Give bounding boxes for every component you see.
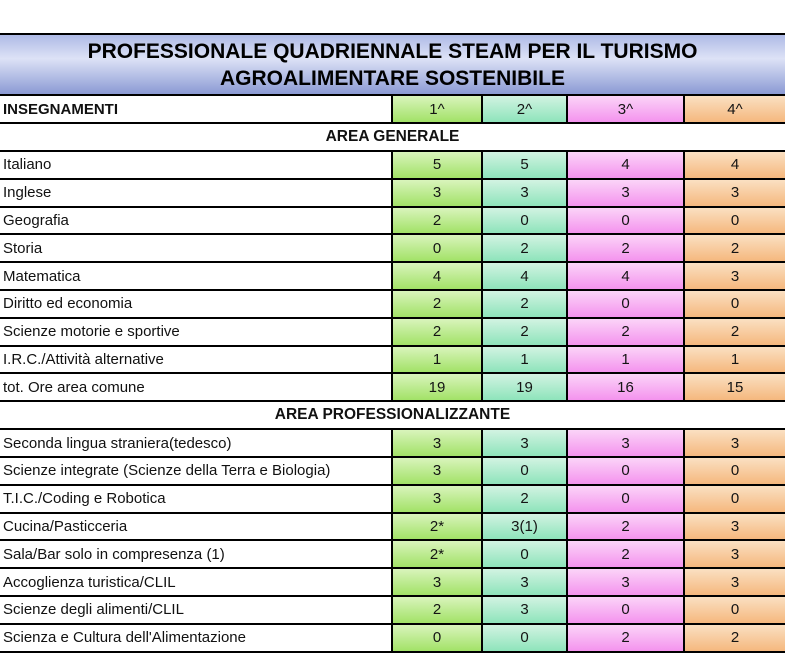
cell-year2: 2 — [483, 486, 568, 512]
cell-year3: 3 — [568, 430, 685, 456]
table-row — [0, 374, 785, 402]
page-title-line2: AGROALIMENTARE SOSTENIBILE — [220, 67, 565, 90]
cell-year3: 2 — [568, 625, 685, 651]
cell-year4: 3 — [685, 180, 785, 206]
cell-year3: 2 — [568, 319, 685, 345]
header-year2: 2^ — [483, 96, 568, 122]
cell-year4: 0 — [685, 458, 785, 484]
row-label: Scienza e Cultura dell'Alimentazione — [0, 625, 393, 651]
cell-year3: 4 — [568, 152, 685, 178]
table-row — [0, 569, 785, 597]
cell-year2: 2 — [483, 319, 568, 345]
table-row — [0, 514, 785, 542]
cell-year3: 16 — [568, 374, 685, 400]
cell-year2: 3 — [483, 430, 568, 456]
cell-year4: 3 — [685, 569, 785, 595]
section-title: AREA GENERALE — [0, 124, 785, 150]
cell-year2: 2 — [483, 235, 568, 261]
cell-year1: 3 — [393, 486, 483, 512]
cell-year2: 2 — [483, 291, 568, 317]
cell-year1: 2 — [393, 597, 483, 623]
table-row — [0, 347, 785, 375]
row-label: Sala/Bar solo in compresenza (1) — [0, 541, 393, 567]
row-label: Matematica — [0, 263, 393, 289]
row-label: Cucina/Pasticceria — [0, 514, 393, 540]
cell-year2: 0 — [483, 541, 568, 567]
cell-year2: 19 — [483, 374, 568, 400]
cell-year1: 1 — [393, 347, 483, 373]
page-title-line1: PROFESSIONALE QUADRIENNALE STEAM PER IL TURISMO — [87, 40, 698, 63]
cell-year2: 4 — [483, 263, 568, 289]
cell-year4: 0 — [685, 486, 785, 512]
table-row — [0, 235, 785, 263]
cell-year4: 3 — [685, 263, 785, 289]
cell-year4: 2 — [685, 235, 785, 261]
cell-year3: 3 — [568, 569, 685, 595]
cell-year4: 0 — [685, 291, 785, 317]
cell-year4: 2 — [685, 625, 785, 651]
header-insegnamenti: INSEGNAMENTI — [0, 96, 393, 122]
cell-year1: 5 — [393, 152, 483, 178]
table-row — [0, 263, 785, 291]
cell-year2: 3 — [483, 180, 568, 206]
cell-year2: 1 — [483, 347, 568, 373]
table-row — [0, 319, 785, 347]
cell-year1: 2* — [393, 541, 483, 567]
cell-year1: 2 — [393, 208, 483, 234]
header-year3: 3^ — [568, 96, 685, 122]
cell-year3: 3 — [568, 180, 685, 206]
row-label: Italiano — [0, 152, 393, 178]
cell-year1: 3 — [393, 430, 483, 456]
table-row — [0, 430, 785, 458]
table-row — [0, 180, 785, 208]
curriculum-table — [0, 33, 785, 653]
table-row — [0, 625, 785, 653]
header-year4: 4^ — [685, 96, 785, 122]
cell-year1: 2* — [393, 514, 483, 540]
table-row — [0, 597, 785, 625]
row-label: Seconda lingua straniera(tedesco) — [0, 430, 393, 456]
cell-year2: 0 — [483, 208, 568, 234]
row-label: Accoglienza turistica/CLIL — [0, 569, 393, 595]
table-row — [0, 458, 785, 486]
table-row — [0, 152, 785, 180]
cell-year4: 15 — [685, 374, 785, 400]
cell-year1: 2 — [393, 319, 483, 345]
cell-year1: 3 — [393, 458, 483, 484]
title-band — [0, 33, 785, 96]
cell-year2: 0 — [483, 625, 568, 651]
cell-year4: 2 — [685, 319, 785, 345]
cell-year3: 0 — [568, 291, 685, 317]
table-row — [0, 208, 785, 236]
row-label: Scienze degli alimenti/CLIL — [0, 597, 393, 623]
table-row — [0, 541, 785, 569]
cell-year1: 4 — [393, 263, 483, 289]
row-label: tot. Ore area comune — [0, 374, 393, 400]
cell-year4: 3 — [685, 430, 785, 456]
section-header-area-professionalizzante — [0, 402, 785, 430]
cell-year1: 3 — [393, 569, 483, 595]
section-title: AREA PROFESSIONALIZZANTE — [0, 402, 785, 428]
row-label: I.R.C./Attività alternative — [0, 347, 393, 373]
cell-year3: 2 — [568, 514, 685, 540]
cell-year3: 0 — [568, 458, 685, 484]
cell-year1: 2 — [393, 291, 483, 317]
table-row — [0, 291, 785, 319]
cell-year2: 3 — [483, 569, 568, 595]
row-label: Diritto ed economia — [0, 291, 393, 317]
cell-year4: 1 — [685, 347, 785, 373]
cell-year1: 3 — [393, 180, 483, 206]
cell-year4: 0 — [685, 597, 785, 623]
cell-year3: 2 — [568, 235, 685, 261]
cell-year2: 5 — [483, 152, 568, 178]
cell-year3: 0 — [568, 486, 685, 512]
row-label: Storia — [0, 235, 393, 261]
cell-year1: 19 — [393, 374, 483, 400]
row-label: Scienze integrate (Scienze della Terra e Biologia) — [0, 458, 393, 484]
column-header-row — [0, 96, 785, 124]
cell-year2: 0 — [483, 458, 568, 484]
cell-year1: 0 — [393, 235, 483, 261]
cell-year4: 4 — [685, 152, 785, 178]
cell-year4: 3 — [685, 541, 785, 567]
cell-year1: 0 — [393, 625, 483, 651]
header-year1: 1^ — [393, 96, 483, 122]
cell-year3: 2 — [568, 541, 685, 567]
section-header-area-generale — [0, 124, 785, 152]
cell-year3: 4 — [568, 263, 685, 289]
cell-year2: 3 — [483, 597, 568, 623]
row-label: T.I.C./Coding e Robotica — [0, 486, 393, 512]
cell-year4: 0 — [685, 208, 785, 234]
table-row — [0, 486, 785, 514]
row-label: Geografia — [0, 208, 393, 234]
row-label: Scienze motorie e sportive — [0, 319, 393, 345]
cell-year3: 1 — [568, 347, 685, 373]
cell-year3: 0 — [568, 597, 685, 623]
cell-year4: 3 — [685, 514, 785, 540]
cell-year3: 0 — [568, 208, 685, 234]
cell-year2: 3(1) — [483, 514, 568, 540]
row-label: Inglese — [0, 180, 393, 206]
